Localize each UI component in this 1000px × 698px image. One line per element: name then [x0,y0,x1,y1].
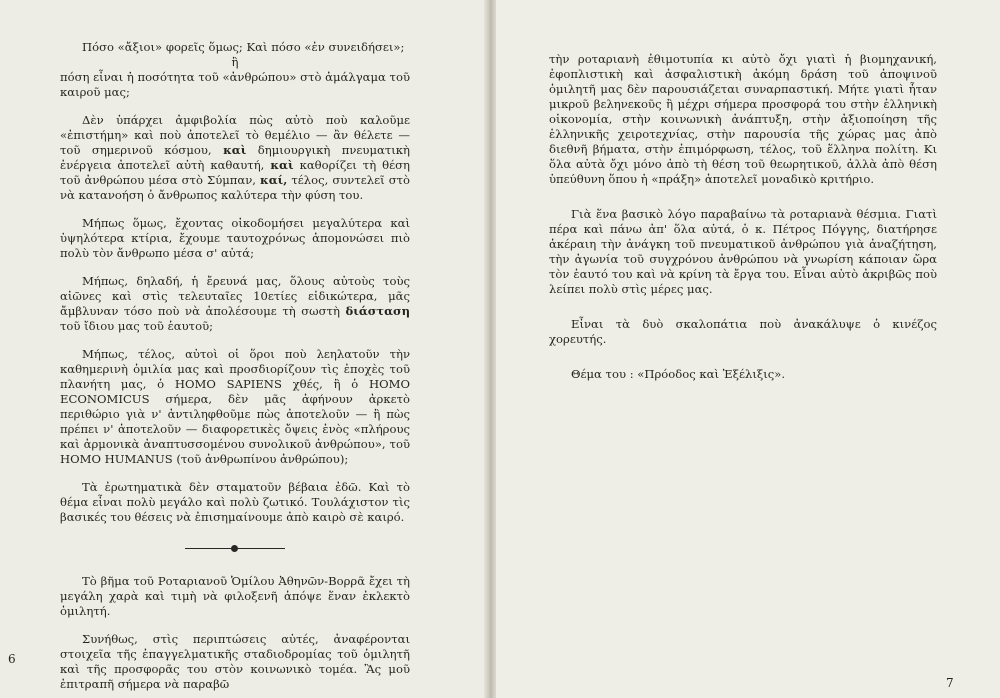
paragraph-1-rest: πόση εἶναι ἡ ποσότητα τοῦ «ἀνθρώπου» στὸ ἀμάλγαμα τοῦ καιροῦ μας; [60,70,410,99]
section-divider [185,545,285,552]
page-number-left: 6 [8,652,16,666]
paragraph-2-bold2: καὶ [270,158,294,172]
paragraph-6: Τὰ ἐρωτηματικὰ δὲν σταματοῦν βέβαια ἐδῶ. Καὶ τὸ θέμα εἶναι πολὺ μεγάλο καὶ πολὺ ζωτικό. Τουλάχιστον τὶς βασικές του θέσεις νὰ ἐπισημαίνουμε ἀπὸ καιρὸ σὲ καιρό. [60,480,410,524]
paragraph-7: Τὸ βῆμα τοῦ Ροταριανοῦ Ὁμίλου Ἀθηνῶν-Βορρᾶ ἔχει τὴ μεγάλη χαρὰ καὶ τιμὴ νὰ φιλοξενῆ ἀπόψε ἕναν ἐκλεκτὸ ὁμιλητή. [60,574,410,618]
right-page [489,0,1000,698]
paragraph-5: Μήπως, τέλος, αὐτοὶ οἱ ὅροι ποὺ λεηλατοῦν τὴν καθημερινὴ ὁμιλία μας καὶ προσδιορίζουν τὶς ἐποχὲς τοῦ πλανήτη μας, ὁ HOMO SAPIENS χθές, ἢ ὁ HOMO ECONOMICUS σήμερα, δὲν μᾶς ἀφήνουν ἀρκετὸ περιθώριο γιὰ ν' ἀντιληφθοῦμε πὼς ἀποτελοῦν — ἢ πὼς πρέπει ν' ἀποτελοῦν — διαφορετικὲς ὄψεις ἑνὸς «πλήρους καὶ ἁρμονικὰ ἀναπτυσσομένου συνολικοῦ ἀνθρώπου», τοῦ HOMO HUMANUS (τοῦ ἀνθρωπίνου ἀνθρώπου); [60,347,410,466]
left-page [0,0,489,698]
paragraph-2-part4: τέλος, συντελεῖ στὸ νὰ κατανοήση ὁ ἄνθρωπος καλύτερα τὴν φύση του. [60,173,411,202]
book-gutter [484,0,496,698]
paragraph-2-part1: Δὲν ὑπάρχει ἀμφιβολία πὼς αὐτὸ ποὺ καλοῦμε «ἐπιστήμη» καὶ ποὺ ἀποτελεῖ τὸ θεμέλιο — ἂν θέλετε — τοῦ σημερινοῦ κόσμου, [60,113,410,157]
paragraph-4-part2: τοῦ ἴδιου μας τοῦ ἑαυτοῦ; [60,319,214,333]
paragraph-2-part2: δημιουργικὴ πνευματικὴ ἐνέργεια ἀποτελεῖ αὐτὴ καθαυτή, [60,143,411,172]
divider-dot [231,545,238,552]
paragraph-3: Μήπως ὅμως, ἔχοντας οἰκοδομήσει μεγαλύτερα καὶ ὑψηλότερα κτίρια, ἔχουμε ταυτοχρόνως ἀπομονώσει πιὸ πολὺ τὸν ἄνθρωπο μέσα σ' αὐτά; [60,216,410,260]
left-text-column [60,40,410,692]
paragraph-2 [60,113,410,203]
paragraph-1-or: ἢ [231,55,239,69]
right-paragraph-4: Θέμα του : «Πρόοδος καὶ Ἐξέλιξις». [571,367,786,381]
paragraph-4-part1: Μήπως, δηλαδή, ἡ ἔρευνά μας, ὅλους αὐτοὺς τοὺς αἰῶνες καὶ στὶς τελευταῖες 10ετίες εἰδικώτερα, μᾶς ἄμβλυναν τόσο ποὺ νὰ ἀπολέσουμε τὴ σωστὴ [60,274,410,318]
paragraph-4-bold: διάσταση [345,304,410,318]
paragraph-1-line1: Πόσο «ἄξιοι» φορεῖς ὅμως; Καὶ πόσο «ἐν συνειδήσει»; [82,40,405,54]
page-number-right: 7 [946,676,954,690]
paragraph-2-part3: καθορίζει τὴ θέση τοῦ ἀνθρώπου μέσα στὸ Σύμπαν, [60,158,410,187]
right-text-column [549,52,937,382]
paragraph-2-bold1: καὶ [223,143,247,157]
paragraph-2-bold3: καί, [260,173,288,187]
paragraph-8: Συνήθως, στὶς περιπτώσεις αὐτές, ἀναφέρονται στοιχεῖα τῆς ἐπαγγελματικῆς σταδιοδρομίας τοῦ ὁμιλητῆ καὶ τῆς προσφορᾶς του στὸν κοινωνικὸ τομέα. Ἂς μοῦ ἐπιτραπῆ σήμερα νὰ παραβῶ [60,632,410,691]
right-paragraph-3: Εἶναι τὰ δυὸ σκαλοπάτια ποὺ ἀνακάλυψε ὁ κινέζος χορευτής. [549,317,937,346]
right-paragraph-2: Γιὰ ἕνα βασικὸ λόγο παραβαίνω τὰ ροταριανὰ θέσμια. Γιατὶ πέρα καὶ πάνω ἀπ' ὅλα αὐτά, ὁ κ. Πέτρος Πόγγης, διατήρησε ἀκέραιη τὴν ἀνάγκη τοῦ πνευματικοῦ ἀνθρώπου γιὰ ἀναζήτηση, τὴν ἀγωνία τοῦ συγχρόνου ἀνθρώπου νὰ γνωρίση κάποιαν ὥρα τὸν ἑαυτό του καὶ νὰ κρίνη τὰ ἔργα του. Εἶναι αὐτὸ ἀκριβῶς ποὺ λείπει πολὺ στὶς μέρες μας. [549,207,937,296]
right-paragraph-1: τὴν ροταριανὴ ἐθιμοτυπία κι αὐτὸ ὄχι γιατὶ ἡ βιομηχανική, ἐφοπλιστικὴ καὶ ἀσφαλιστικὴ ἀκόμη δράση τοῦ ἀποψινοῦ ὁμιλητῆ μας δὲν παρουσιάζεται συναρπαστική. Μήτε γιατὶ ἦταν μικροῦ βεληνεκοῦς ἢ μέχρι σήμερα προσφορά του στὴν ἑλληνικὴ οἰκονομία, στὴν κοινωνικὴ ἀνάπτυξη, στὴν ἀξιοποίηση τῆς ἑλληνικῆς χειροτεχνίας, στὴν παρουσία τῆς χώρας μας ἀπὸ διεθνῆ βήματα, στὴν ἐπιμόρφωση, τέλος, τοῦ ἕλληνα πολίτη. Κι ὅλα αὐτὰ ὄχι μόνο ἀπὸ τὴ θέση τοῦ θεωρητικοῦ, ἀλλὰ ἀπὸ θέση ὑπεύθυνη ὅπου ἡ «πράξη» ἀποτελεῖ μοναδικὸ κριτήριο. [549,52,937,186]
paragraph-4 [60,274,410,334]
